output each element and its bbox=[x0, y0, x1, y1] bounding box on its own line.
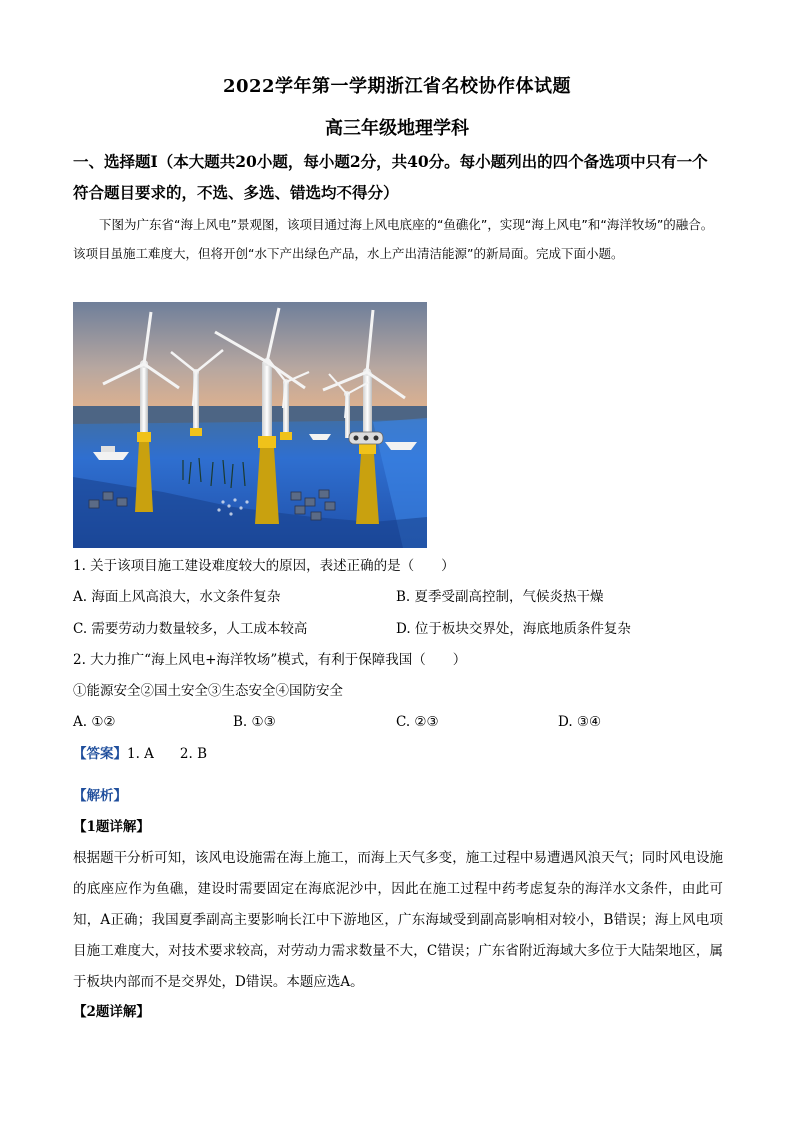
analysis-label: 【解析】 bbox=[73, 788, 127, 804]
offshore-wind-illustration bbox=[73, 302, 427, 548]
section-heading: 一、选择题Ⅰ（本大题共20小题，每小题2分，共40分。每小题列出的四个备选项中只有一个符合题目要求的，不选、多选、错选均不得分） bbox=[73, 152, 708, 202]
question-2-stem: 2. 大力推广“海上风电+海洋牧场”模式，有利于保障我国（ ） bbox=[73, 652, 467, 668]
q2-detail-heading: 【2题详解】 bbox=[73, 1004, 150, 1020]
question-1-option-c: C. 需要劳动力数量较多，人工成本较高 bbox=[73, 621, 308, 637]
question-1-stem: 1. 关于该项目施工建设难度较大的原因，表述正确的是（ ） bbox=[73, 558, 455, 574]
question-2-option-b: B. ①③ bbox=[233, 714, 276, 730]
question-2-option-a: A. ①② bbox=[73, 714, 116, 730]
exam-subtitle: 高三年级地理学科 bbox=[325, 118, 469, 139]
answer-label: 【答案】 bbox=[73, 746, 127, 762]
q1-detail-text: 根据题干分析可知，该风电设施需在海上施工，而海上天气多变，施工过程中易遭遇风浪天气；同时风电设施的底座应作为鱼礁，建设时需要固定在海底泥沙中，因此在施工过程中药考虑复杂的海洋水文条件，由此可知，A正确；我国夏季副高主要影响长江中下游地区，广东海域受到副高影响相对较小，B错误；海上风电项目施工难度大，对技术要求较高，对劳动力需求数量不大，C错误；广东省附近海域大多位于大陆架地区，属于板块内部而不是交界处，D错误。本题应选A。 bbox=[73, 850, 723, 990]
intro-paragraph: 下图为广东省“海上风电”景观图，该项目通过海上风电底座的“鱼礁化”，实现“海上风电”和“海洋牧场”的融合。该项目虽施工难度大，但将开创“水下产出绿色产品，水上产出清洁能源”的新局面。完成下面小题。 bbox=[73, 217, 714, 261]
offshore-wind-figure bbox=[73, 302, 427, 548]
exam-title: 2022学年第一学期浙江省名校协作体试题 bbox=[222, 76, 572, 97]
question-2-choices-line: ①能源安全②国土安全③生态安全④国防安全 bbox=[73, 683, 343, 699]
answer-value-1: 1. A bbox=[127, 746, 154, 762]
question-1-option-b: B. 夏季受副高控制，气候炎热干燥 bbox=[396, 589, 604, 605]
question-2-option-d: D. ③④ bbox=[558, 714, 602, 730]
answer-line bbox=[73, 744, 207, 764]
q1-detail-heading: 【1题详解】 bbox=[73, 819, 150, 835]
question-2-option-c: C. ②③ bbox=[396, 714, 439, 730]
question-1-option-d: D. 位于板块交界处，海底地质条件复杂 bbox=[396, 621, 631, 637]
answer-value-2: 2. B bbox=[179, 746, 208, 762]
question-1-option-a: A. 海面上风高浪大，水文条件复杂 bbox=[73, 589, 281, 605]
